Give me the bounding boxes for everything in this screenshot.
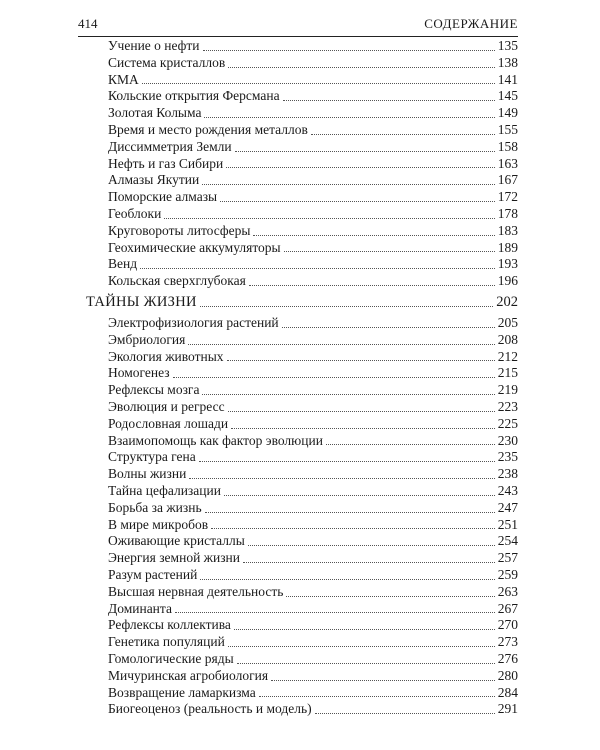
toc-entry xyxy=(108,399,518,416)
toc-entry-page: 205 xyxy=(497,315,518,330)
dot-leader xyxy=(284,251,495,252)
toc-entry xyxy=(108,685,518,702)
toc-entry-page: 163 xyxy=(497,155,518,171)
page-number: 414 xyxy=(78,16,98,31)
dot-leader xyxy=(249,285,495,286)
toc-entry-title: Биогеоценоз (реальность и модель) xyxy=(108,701,312,717)
dot-leader xyxy=(188,344,494,345)
toc-entry xyxy=(108,365,518,382)
toc-entry-page: 251 xyxy=(497,516,518,532)
toc-entry-title: Рефлексы мозга xyxy=(108,382,200,398)
toc-list-part1 xyxy=(108,38,518,290)
toc-entry-title: Геоблоки xyxy=(108,205,162,221)
toc-entry-title: Гомологические ряды xyxy=(108,650,234,666)
page-header xyxy=(78,14,518,37)
toc-entry-page: 267 xyxy=(497,600,518,616)
toc-entry xyxy=(108,567,518,584)
toc-entry-page: 149 xyxy=(497,105,518,121)
toc-entry xyxy=(108,156,518,173)
toc-entry-page: 291 xyxy=(497,701,518,717)
toc-entry xyxy=(108,315,518,332)
toc-entry xyxy=(108,584,518,601)
toc-entry-page: 172 xyxy=(497,189,518,205)
dot-leader xyxy=(227,360,495,361)
toc-entry-page: 135 xyxy=(497,38,518,53)
toc-entry-page: 243 xyxy=(497,482,518,498)
dot-leader xyxy=(202,394,494,395)
toc-entry-title: Эмбриология xyxy=(108,331,186,347)
dot-leader xyxy=(282,327,495,328)
dot-leader xyxy=(237,663,495,664)
dot-leader xyxy=(140,268,495,269)
dot-leader xyxy=(205,512,495,513)
toc-entry xyxy=(108,240,518,257)
dot-leader xyxy=(211,528,495,529)
dot-leader xyxy=(326,444,495,445)
dot-leader xyxy=(311,134,495,135)
toc-entry-title: Нефть и газ Сибири xyxy=(108,155,224,171)
toc-entry-title: Кольские открытия Ферсмана xyxy=(108,88,280,104)
dot-leader xyxy=(200,579,494,580)
dot-leader xyxy=(271,680,495,681)
toc-entry xyxy=(108,651,518,668)
toc-entry-title: Доминанта xyxy=(108,600,172,616)
dot-leader xyxy=(286,596,494,597)
toc-entry-page: 235 xyxy=(497,449,518,465)
toc-entry-page: 193 xyxy=(497,256,518,272)
toc-entry-page: 259 xyxy=(497,566,518,582)
toc-entry xyxy=(108,416,518,433)
toc-entry-page: 196 xyxy=(497,273,518,289)
dot-leader xyxy=(231,428,495,429)
toc-entry-page: 280 xyxy=(497,667,518,683)
dot-leader xyxy=(283,100,495,101)
toc-list-part2 xyxy=(108,315,518,718)
toc-entry-page: 238 xyxy=(497,466,518,482)
toc-entry xyxy=(108,206,518,223)
dot-leader xyxy=(315,713,495,714)
toc-entry-page: 189 xyxy=(497,239,518,255)
toc-entry-title: Круговороты литосферы xyxy=(108,222,251,238)
toc-entry-title: Эволюция и регресс xyxy=(108,398,225,414)
toc-entry xyxy=(108,466,518,483)
dot-leader xyxy=(202,184,495,185)
dot-leader xyxy=(200,306,493,307)
toc-entry-title: Структура гена xyxy=(108,449,196,465)
dot-leader xyxy=(220,201,495,202)
dot-leader xyxy=(224,495,495,496)
toc-entry xyxy=(108,617,518,634)
toc-entry-title: Тайна цефализации xyxy=(108,482,221,498)
toc-entry xyxy=(108,88,518,105)
toc-entry-title: Поморские алмазы xyxy=(108,189,218,205)
toc-entry-title: Рефлексы коллектива xyxy=(108,617,231,633)
toc-entry-title: Родословная лошади xyxy=(108,415,229,431)
dot-leader xyxy=(248,545,495,546)
toc-entry xyxy=(108,483,518,500)
dot-leader xyxy=(164,218,494,219)
toc-entry xyxy=(108,72,518,89)
toc-entry xyxy=(108,273,518,290)
dot-leader xyxy=(142,83,495,84)
dot-leader xyxy=(253,235,494,236)
toc-entry-page: 215 xyxy=(497,365,518,381)
toc-entry-page: 284 xyxy=(497,684,518,700)
dot-leader xyxy=(259,696,495,697)
toc-entry-title: Возвращение ламаркизма xyxy=(108,684,256,700)
toc-entry xyxy=(108,122,518,139)
toc-entry-page: 263 xyxy=(497,583,518,599)
toc-entry-title: КМА xyxy=(108,71,139,87)
dot-leader xyxy=(203,50,495,51)
toc-entry-page: 219 xyxy=(497,382,518,398)
toc-entry xyxy=(108,172,518,189)
toc-entry-page: 276 xyxy=(497,650,518,666)
toc-entry xyxy=(108,449,518,466)
toc-entry-title: Номогенез xyxy=(108,365,170,381)
toc-entry-page: 270 xyxy=(497,617,518,633)
toc-entry-title: Диссимметрия Земли xyxy=(108,138,232,154)
toc-entry-title: Геохимические аккумуляторы xyxy=(108,239,281,255)
toc-entry-title: В мире микробов xyxy=(108,516,209,532)
toc-entry-title: Энергия земной жизни xyxy=(108,550,241,566)
toc-entry-page: 141 xyxy=(497,71,518,87)
section-title: ТАЙНЫ ЖИЗНИ xyxy=(86,294,197,310)
running-title: СОДЕРЖАНИЕ xyxy=(424,16,518,31)
dot-leader xyxy=(189,478,494,479)
toc-entry xyxy=(108,433,518,450)
toc-entry-title: Борьба за жизнь xyxy=(108,499,202,515)
dot-leader xyxy=(199,461,495,462)
toc-entry-page: 273 xyxy=(497,634,518,650)
toc-entry xyxy=(108,668,518,685)
toc-entry-page: 138 xyxy=(497,54,518,70)
toc-entry xyxy=(108,332,518,349)
toc-entry-title: Система кристаллов xyxy=(108,54,226,70)
toc-entry-title: Высшая нервная деятельность xyxy=(108,583,284,599)
toc-entry-title: Генетика популяций xyxy=(108,634,225,650)
dot-leader xyxy=(226,167,495,168)
toc-entry-page: 230 xyxy=(497,432,518,448)
toc-entry xyxy=(108,55,518,72)
toc-entry-page: 155 xyxy=(497,121,518,137)
dot-leader xyxy=(235,151,495,152)
toc-entry-title: Разум растений xyxy=(108,566,198,582)
toc-entry-title: Венд xyxy=(108,256,138,272)
toc-entry-title: Оживающие кристаллы xyxy=(108,533,245,549)
toc-entry-page: 158 xyxy=(497,138,518,154)
toc-entry xyxy=(108,223,518,240)
toc-entry xyxy=(108,550,518,567)
toc-entry-title: Электрофизиология растений xyxy=(108,315,279,330)
toc-entry xyxy=(108,701,518,718)
toc-entry xyxy=(108,382,518,399)
section-page: 202 xyxy=(496,294,518,310)
dot-leader xyxy=(243,562,495,563)
toc-entry-page: 257 xyxy=(497,550,518,566)
toc-entry-page: 208 xyxy=(497,331,518,347)
dot-leader xyxy=(228,411,495,412)
toc-entry-page: 254 xyxy=(497,533,518,549)
toc-entry xyxy=(108,533,518,550)
toc-entry-title: Учение о нефти xyxy=(108,38,200,53)
toc-entry xyxy=(108,256,518,273)
toc-entry-page: 247 xyxy=(497,499,518,515)
dot-leader xyxy=(204,117,494,118)
toc-entry xyxy=(108,349,518,366)
toc-entry xyxy=(108,500,518,517)
toc-entry-page: 145 xyxy=(497,88,518,104)
dot-leader xyxy=(228,67,495,68)
toc-entry xyxy=(108,105,518,122)
toc-section-heading xyxy=(86,293,518,311)
toc-entry-title: Волны жизни xyxy=(108,466,187,482)
toc-entry xyxy=(108,601,518,618)
toc-entry xyxy=(108,38,518,55)
toc-entry-page: 223 xyxy=(497,398,518,414)
toc-entry xyxy=(108,517,518,534)
toc-entry-page: 178 xyxy=(497,205,518,221)
toc-entry-title: Золотая Колыма xyxy=(108,105,202,121)
toc-entry-page: 167 xyxy=(497,172,518,188)
dot-leader xyxy=(228,646,495,647)
toc-entry-title: Алмазы Якутии xyxy=(108,172,200,188)
toc-entry-title: Время и место рождения металлов xyxy=(108,121,308,137)
toc-entry xyxy=(108,634,518,651)
toc-entry-title: Экология животных xyxy=(108,348,224,364)
toc-entry-title: Мичуринская агробиология xyxy=(108,667,269,683)
toc-entry-page: 212 xyxy=(497,348,518,364)
toc-entry-page: 183 xyxy=(497,222,518,238)
toc-entry xyxy=(108,189,518,206)
dot-leader xyxy=(234,629,495,630)
toc-entry-title: Кольская сверхглубокая xyxy=(108,273,246,289)
toc-entry-page: 225 xyxy=(497,415,518,431)
toc-entry-title: Взаимопомощь как фактор эволюции xyxy=(108,432,323,448)
dot-leader xyxy=(173,377,495,378)
toc-entry xyxy=(108,139,518,156)
dot-leader xyxy=(175,612,495,613)
